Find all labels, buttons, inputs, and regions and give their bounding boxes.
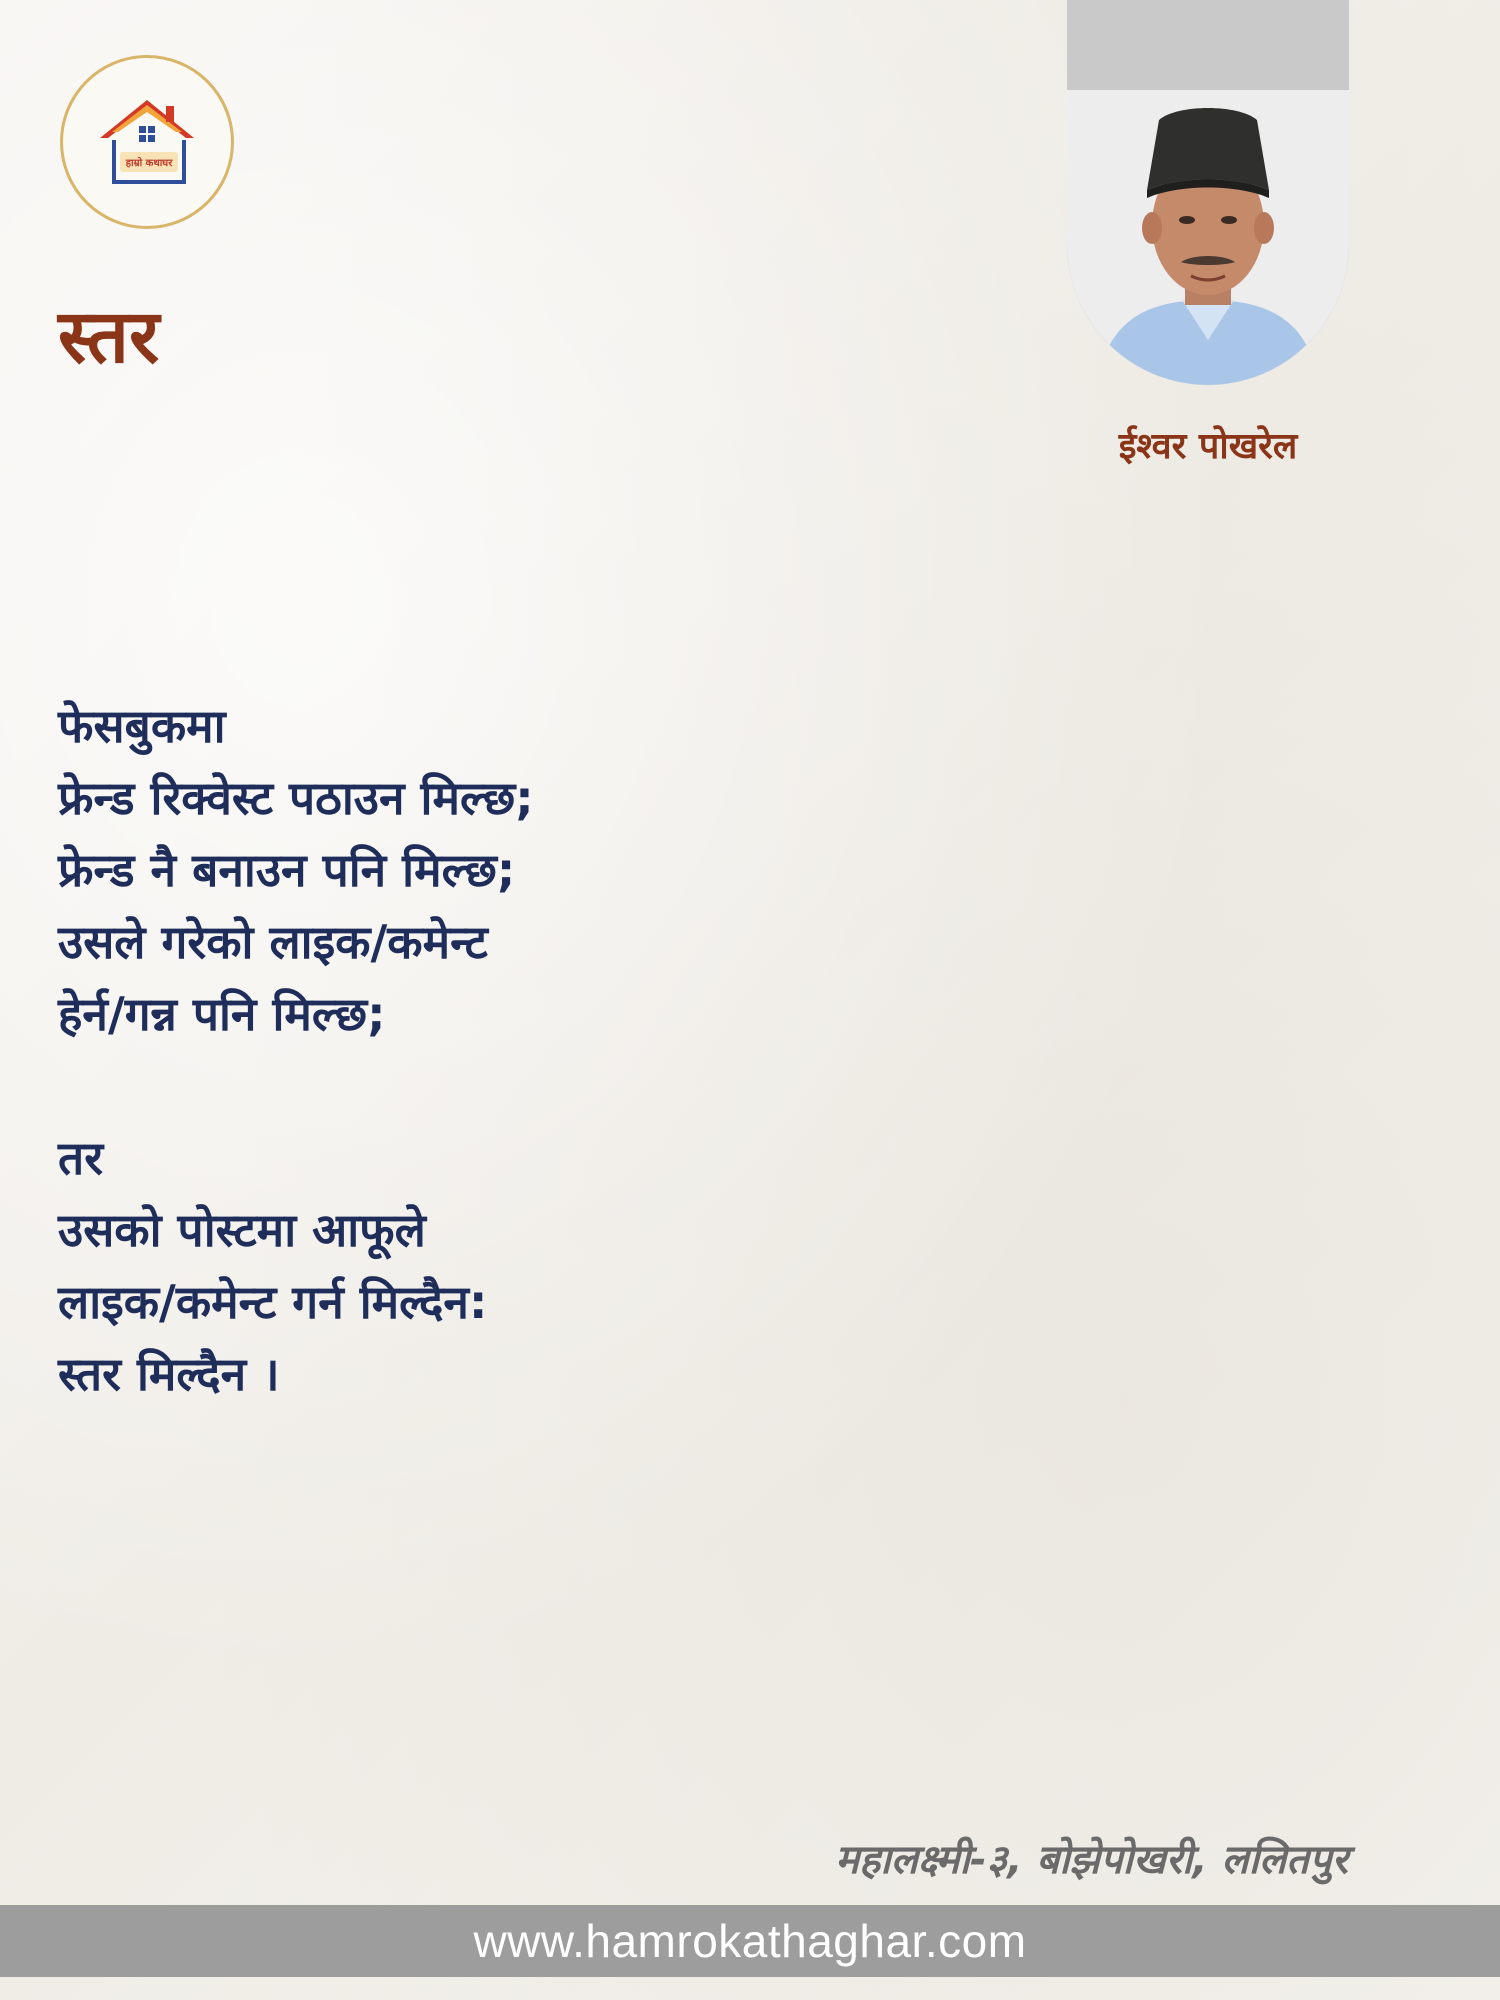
footer-bar [0, 1905, 1500, 1977]
poem-line: उसको पोस्टमा आफूले [58, 1203, 426, 1257]
logo-text: हाम्रो कथाघर [125, 158, 173, 169]
poem-line: हेर्न/गन्न पनि मिल्छ; [58, 987, 386, 1041]
poem-line: लाइक/कमेन्ट गर्न मिल्दैन: [58, 1275, 488, 1329]
house-logo-icon [92, 92, 202, 192]
poem-line: फेसबुकमा [58, 699, 226, 753]
poem-line: तर [58, 1131, 104, 1185]
poem-title: स्तर [58, 294, 160, 380]
site-logo[interactable] [60, 55, 234, 229]
author-portrait-icon [1067, 0, 1349, 385]
poem-line: स्तर मिल्दैन । [58, 1347, 280, 1401]
stanza-break [58, 1050, 1058, 1122]
author-name: ईश्वर पोखरेल [1118, 426, 1298, 467]
author-photo [1067, 0, 1349, 385]
poem-line: फ्रेन्ड रिक्वेस्ट पठाउन मिल्छ; [58, 771, 534, 825]
poem-body [58, 690, 1058, 1410]
author-address: महालक्ष्मी-३, बोझेपोखरी, ललितपुर [835, 1837, 1348, 1883]
poem-line: फ्रेन्ड नै बनाउन पनि मिल्छ; [58, 843, 516, 897]
poem-line: उसले गरेको लाइक/कमेन्ट [58, 915, 488, 969]
website-link[interactable]: www.hamrokathaghar.com [473, 1915, 1027, 1967]
